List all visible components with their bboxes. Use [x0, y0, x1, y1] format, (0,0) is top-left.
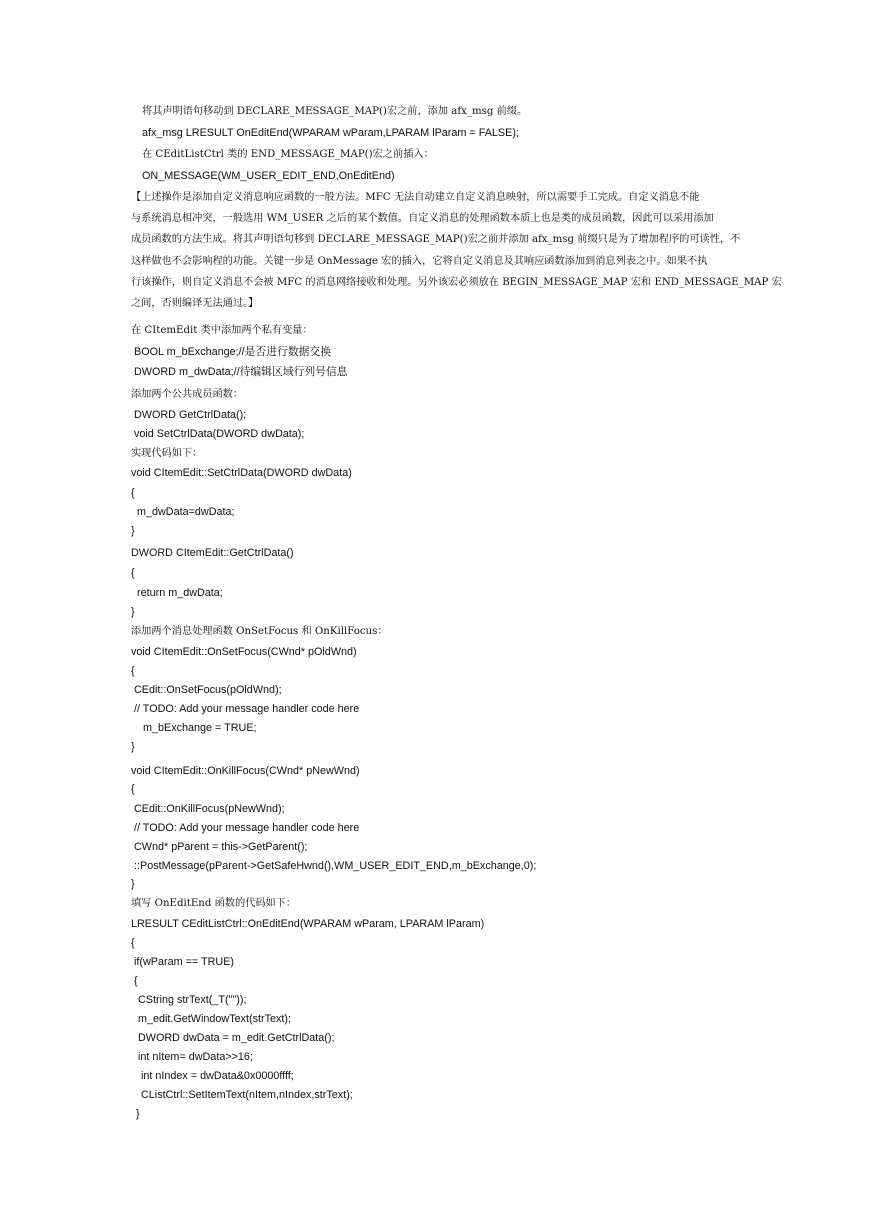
text-line: 实现代码如下： [131, 448, 203, 459]
code-line: DWORD dwData = m_edit.GetCtrlData(); [138, 1032, 335, 1044]
code-line: return m_dwData; [137, 587, 223, 599]
text-line: 将其声明语句移动到 DECLARE_MESSAGE_MAP()宏之前，添加 afx_msg 前缀。 [142, 106, 528, 117]
text-line: 与系统消息相冲突，一般选用 WM_USER 之后的某个数值。自定义消息的处理函数本质上也是类的成员函数，因此可以采用添加 [131, 213, 714, 224]
code-line: void SetCtrlData(DWORD dwData); [134, 428, 305, 440]
text-line: 在 CItemEdit 类中添加两个私有变量： [131, 325, 313, 336]
code-line: if(wParam == TRUE) [134, 956, 234, 968]
code-line: { [131, 487, 135, 499]
code-line: } [131, 606, 135, 618]
code-line: void CItemEdit::OnKillFocus(CWnd* pNewWnd) [131, 765, 360, 777]
code-line: CEdit::OnKillFocus(pNewWnd); [134, 803, 285, 815]
code-line: { [131, 567, 135, 579]
code-line: { [131, 783, 135, 795]
code-line: } [136, 1108, 140, 1120]
text-line: 在 CEditListCtrl 类的 END_MESSAGE_MAP()宏之前插入： [142, 149, 434, 160]
code-line: CWnd* pParent = this->GetParent(); [134, 841, 308, 853]
text-line: 这样做也不会影响程的功能。关键一步是 OnMessage 宏的插入，它将自定义消息及其响应函数添加到消息列表之中。如果不执 [131, 256, 708, 267]
code-line: // TODO: Add your message handler code here [134, 703, 360, 715]
code-line: int nItem= dwData>>16; [138, 1051, 253, 1063]
text-line: 行该操作，则自定义消息不会被 MFC 的消息网络接收和处理。另外该宏必须放在 BEGIN_MESSAGE_MAP 宏和 END_MESSAGE_MAP 宏 [131, 277, 782, 288]
code-line: } [131, 741, 135, 753]
code-line: DWORD GetCtrlData(); [134, 409, 247, 421]
code-line: { [134, 975, 138, 987]
text-line: 填写 OnEditEnd 函数的代码如下： [131, 898, 297, 909]
code-line: m_edit.GetWindowText(strText); [138, 1013, 291, 1025]
code-line: afx_msg LRESULT OnEditEnd(WPARAM wParam,LPARAM lParam = FALSE); [142, 127, 519, 139]
code-line: { [131, 665, 135, 677]
code-line: CEdit::OnSetFocus(pOldWnd); [134, 684, 282, 696]
code-line: { [131, 937, 135, 949]
code-line: m_dwData=dwData; [137, 506, 235, 518]
text-line: 添加两个公共成员函数： [131, 389, 244, 400]
code-line: void CItemEdit::OnSetFocus(CWnd* pOldWnd) [131, 646, 357, 658]
code-line: DWORD m_dwData;//待编辑区域行列号信息 [134, 366, 348, 378]
code-line: BOOL m_bExchange;//是否进行数据交换 [134, 346, 332, 358]
text-line: 成员函数的方法生成。将其声明语句移到 DECLARE_MESSAGE_MAP()宏之前并添加 afx_msg 前缀只是为了增加程序的可读性，不 [131, 234, 741, 245]
code-line: ::PostMessage(pParent->GetSafeHwnd(),WM_USER_EDIT_END,m_bExchange,0); [134, 860, 537, 872]
code-line: m_bExchange = TRUE; [143, 722, 257, 734]
text-line: 添加两个消息处理函数 OnSetFocus 和 OnKillFocus： [131, 626, 388, 637]
code-line: int nIndex = dwData&0x0000ffff; [141, 1070, 294, 1082]
code-line: CString strText(_T("")); [138, 994, 247, 1006]
code-line: } [131, 878, 135, 890]
code-line: CListCtrl::SetItemText(nItem,nIndex,strText); [141, 1089, 353, 1101]
code-line: DWORD CItemEdit::GetCtrlData() [131, 547, 294, 559]
code-line: ON_MESSAGE(WM_USER_EDIT_END,OnEditEnd) [142, 170, 395, 182]
text-line: 【上述操作是添加自定义消息响应函数的一般方法。MFC 无法自动建立自定义消息映射，所以需要手工完成。自定义消息不能 [131, 192, 700, 203]
code-line: // TODO: Add your message handler code here [134, 822, 360, 834]
code-line: } [131, 525, 135, 537]
text-line: 之间，否则编译无法通过。】 [131, 298, 259, 309]
code-line: void CItemEdit::SetCtrlData(DWORD dwData) [131, 467, 352, 479]
code-line: LRESULT CEditListCtrl::OnEditEnd(WPARAM wParam, LPARAM lParam) [131, 918, 485, 930]
